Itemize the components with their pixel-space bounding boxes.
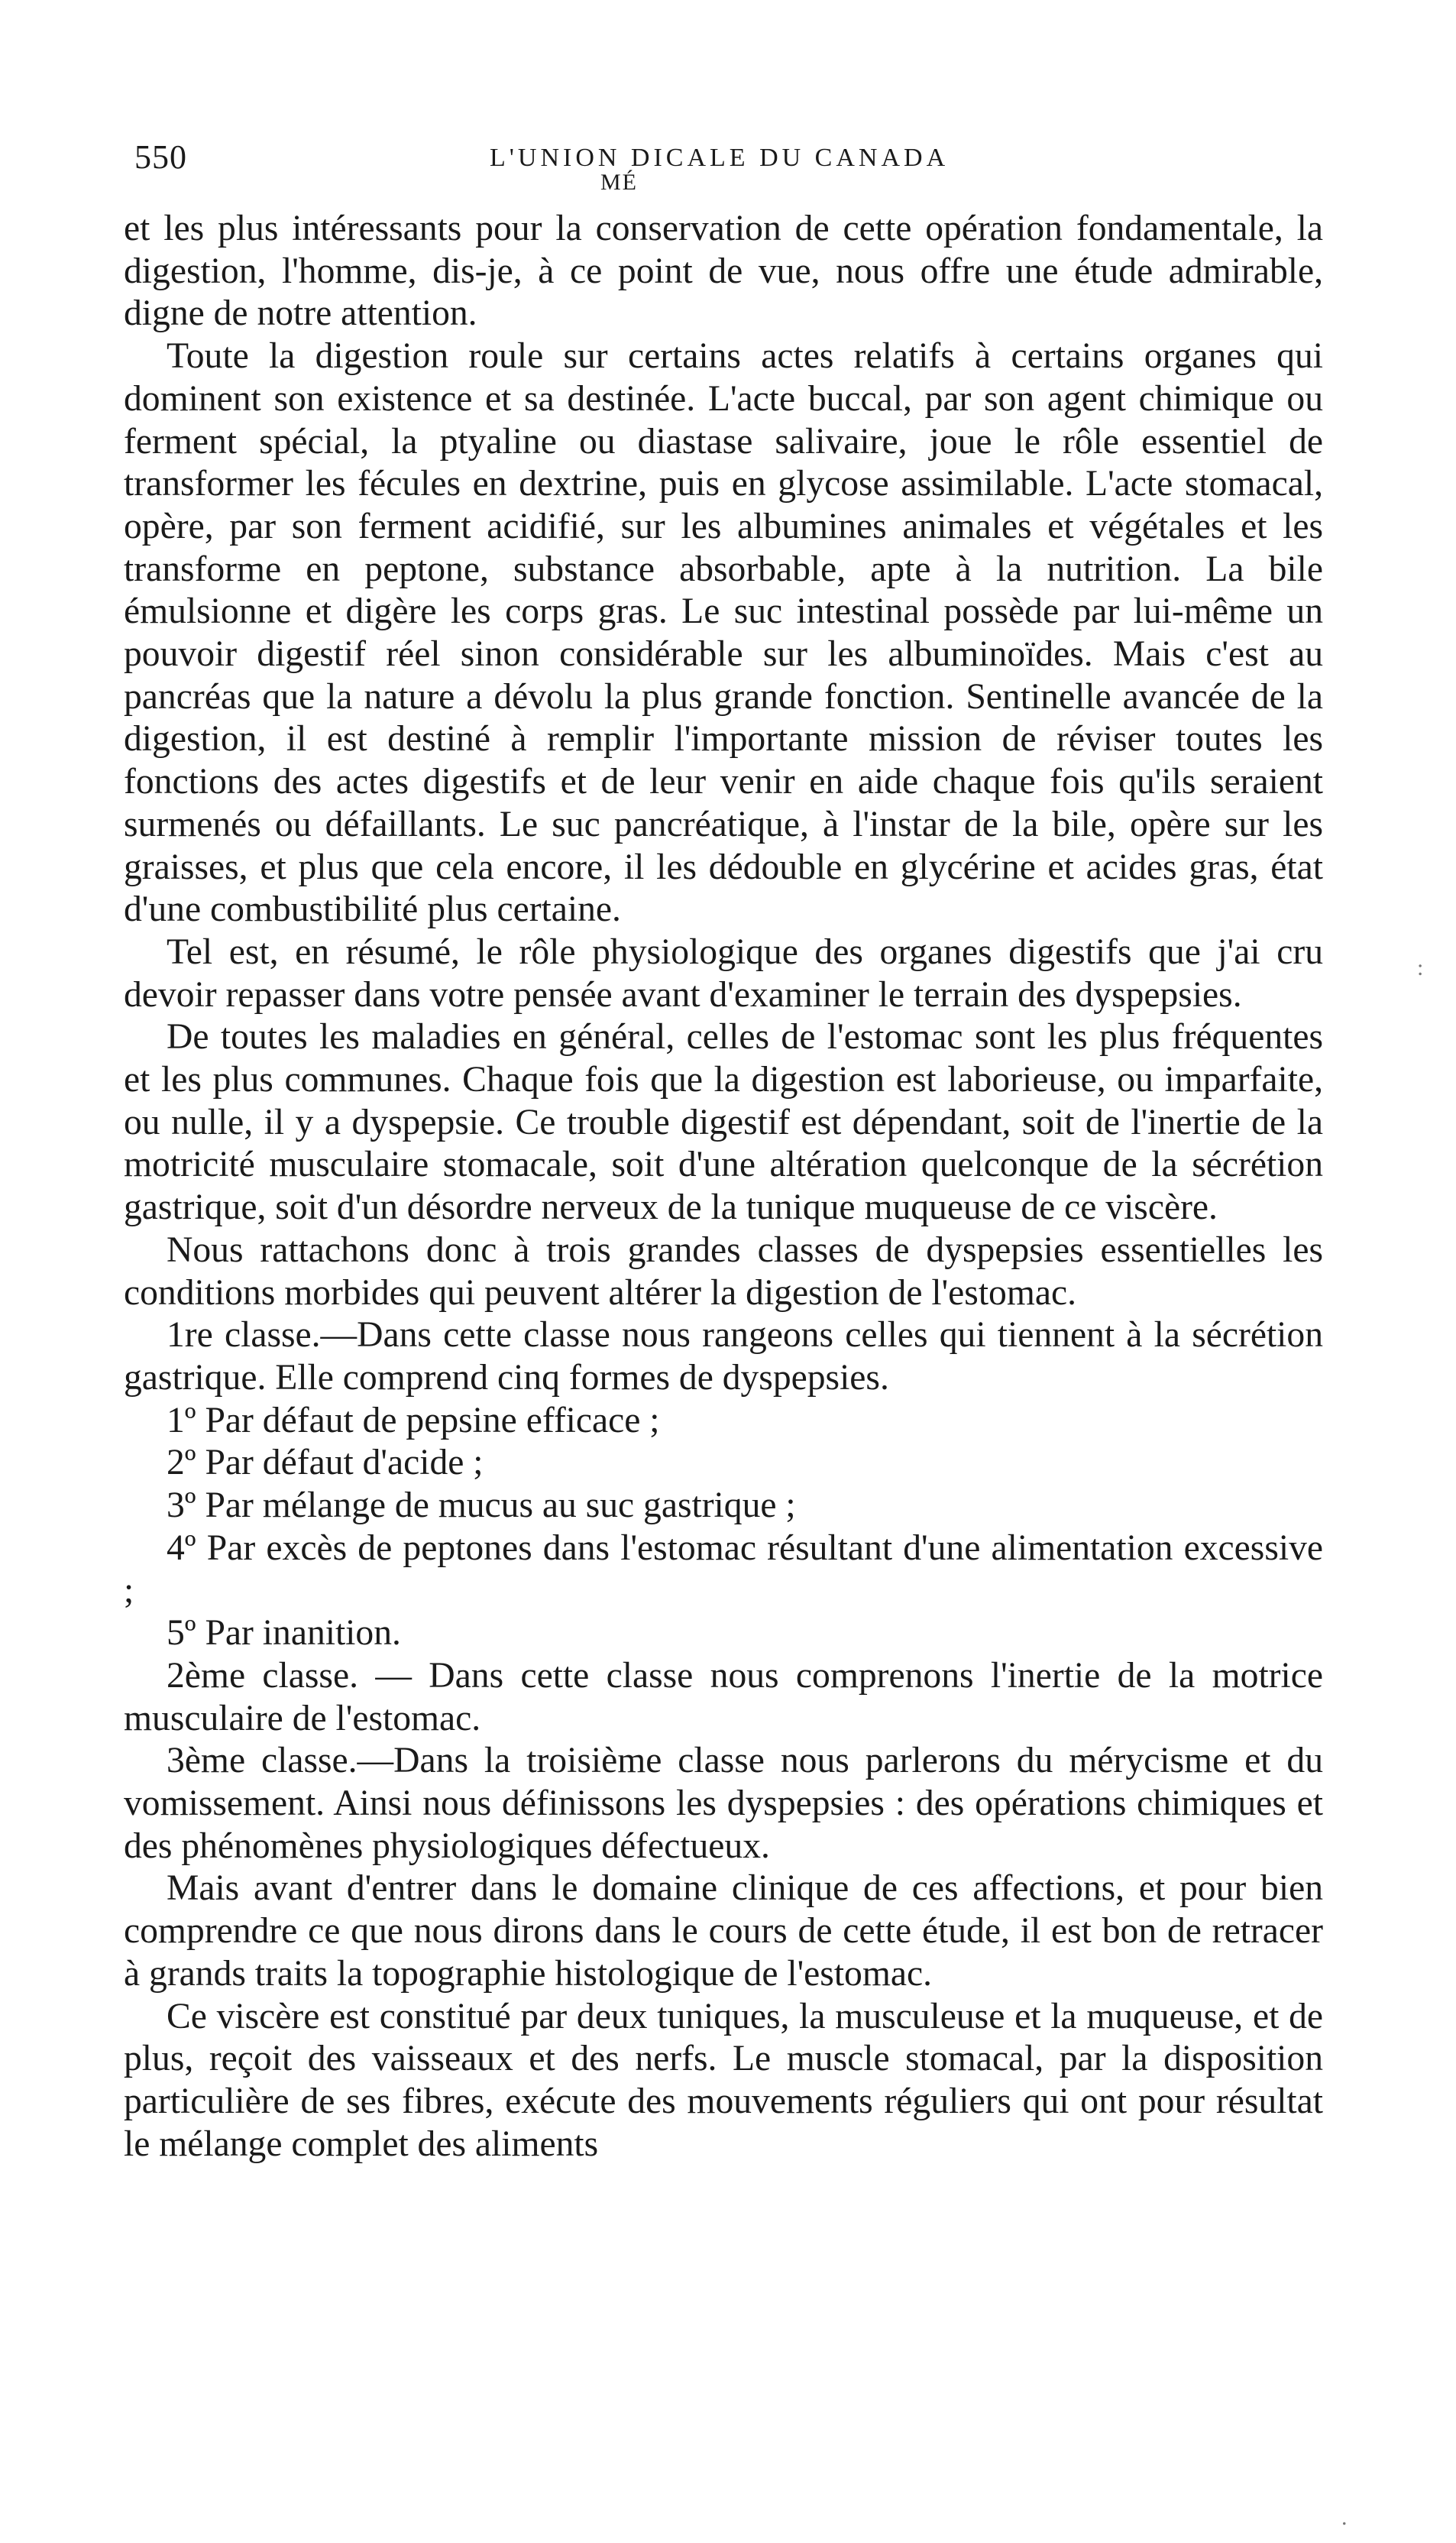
margin-speck: . [1341, 2505, 1348, 2530]
paragraph-stomach-diseases: De toutes les maladies en général, celles de l'estomac sont les plus fréquentes et les plus communes. Chaque fois que la digestion est laborieuse, ou imparfaite, ou nulle, il y a dyspepsie. Ce trouble digestif est dépendant, soit de l'inertie de la motricité musculaire stomacale, soit d'une altération quelconque de la sécrétion gastrique, soit d'un désordre nerveux de la tunique muqueuse de ce viscère. [124, 1017, 1323, 1228]
margin-speck: : [1417, 955, 1424, 980]
paragraph-first-class: 1re classe.—Dans cette classe nous rangeons celles qui tiennent à la sécrétion gastrique. Elle comprend cinq formes de dyspepsies. [124, 1315, 1323, 1398]
paragraph-digestion-organs: Toute la digestion roule sur certains actes relatifs à certains organes qui dominent son existence et sa destinée. L'acte buccal, par son agent chimique ou ferment spécial, la ptyaline ou diastase salivaire, joue le rôle essentiel de transformer les fécules en dextrine, puis en glycose assimilable. L'acte stomacal, opère, par son ferment acidifié, sur les albumines animales et végétales et les transforme en peptone, substance absorbable, apte à la nutrition. La bile émulsionne et digère les corps gras. Le suc intestinal possède par lui-même un pouvoir digestif réel sinon considérable sur les albuminoïdes. Mais c'est au pancréas que la nature a dévolu la plus grande fonction. Sentinelle avancée de la digestion, il est destiné à remplir l'importante mission de réviser toutes les fonctions des actes digestifs et de leur venir en aide chaque fois qu'ils seraient surmenés ou défaillants. Le suc pancréatique, à l'instar de la bile, opère sur les graisses, et plus que cela encore, il les dédouble en glycérine et acides gras, état d'une combustibilité plus certaine. [124, 336, 1323, 930]
paragraph-continuation: et les plus intéressants pour la conservation de cette opération fondamentale, la digestion, l'homme, dis-je, à ce point de vue, nous offre une étude admirable, digne de notre attention. [124, 209, 1323, 334]
paragraph-three-classes: Nous rattachons donc à trois grandes classes de dyspepsies essentielles les conditions morbides qui peuvent altérer la digestion de l'estomac. [124, 1229, 1323, 1313]
paragraph-summary: Tel est, en résumé, le rôle physiologique des organes digestifs que j'ai cru devoir repasser dans votre pensée avant d'examiner le terrain des dyspepsies. [124, 931, 1323, 1015]
page-header [134, 138, 1303, 195]
list-item: 5º Par inanition. [167, 1613, 401, 1654]
paragraph-third-class: 3ème classe.—Dans la troisième classe nous parlerons du mérycisme et du vomissement. Ainsi nous définissons les dyspepsies : des opérations chimiques et des phénomènes physiologiques défectueux. [124, 1741, 1323, 1866]
running-title-stray-letters: MÉ [600, 170, 638, 195]
running-title: L'UNION DICALE DU CANADA [490, 144, 950, 172]
body-text [124, 208, 1323, 2166]
paragraph-stomach-structure: Ce viscère est constitué par deux tuniques, la musculeuse et la muqueuse, et de plus, reçoit des vaisseaux et des nerfs. Le muscle stomacal, par la disposition particulière de ses fibres, exécute des mouvements réguliers qui ont pour résultat le mélange complet des aliments [124, 1996, 1323, 2164]
list-item: 4º Par excès de peptones dans l'estomac résultant d'une alimentation excessive ; [124, 1527, 1323, 1611]
list-item: 2º Par défaut d'acide ; [167, 1443, 484, 1483]
paragraph-second-class: 2ème classe. — Dans cette classe nous comprenons l'inertie de la motrice musculaire de l'estomac. [124, 1655, 1323, 1738]
list-item: 1º Par défaut de pepsine efficace ; [167, 1400, 660, 1440]
paragraph-clinical-domain: Mais avant d'entrer dans le domaine clinique de ces affections, et pour bien comprendre ce que nous dirons dans le cours de cette étude, il est bon de retracer à grands traits la topographie histologique de l'estomac. [124, 1868, 1323, 1994]
list-item: 3º Par mélange de mucus au suc gastrique ; [167, 1485, 796, 1526]
page-number: 550 [134, 138, 187, 176]
